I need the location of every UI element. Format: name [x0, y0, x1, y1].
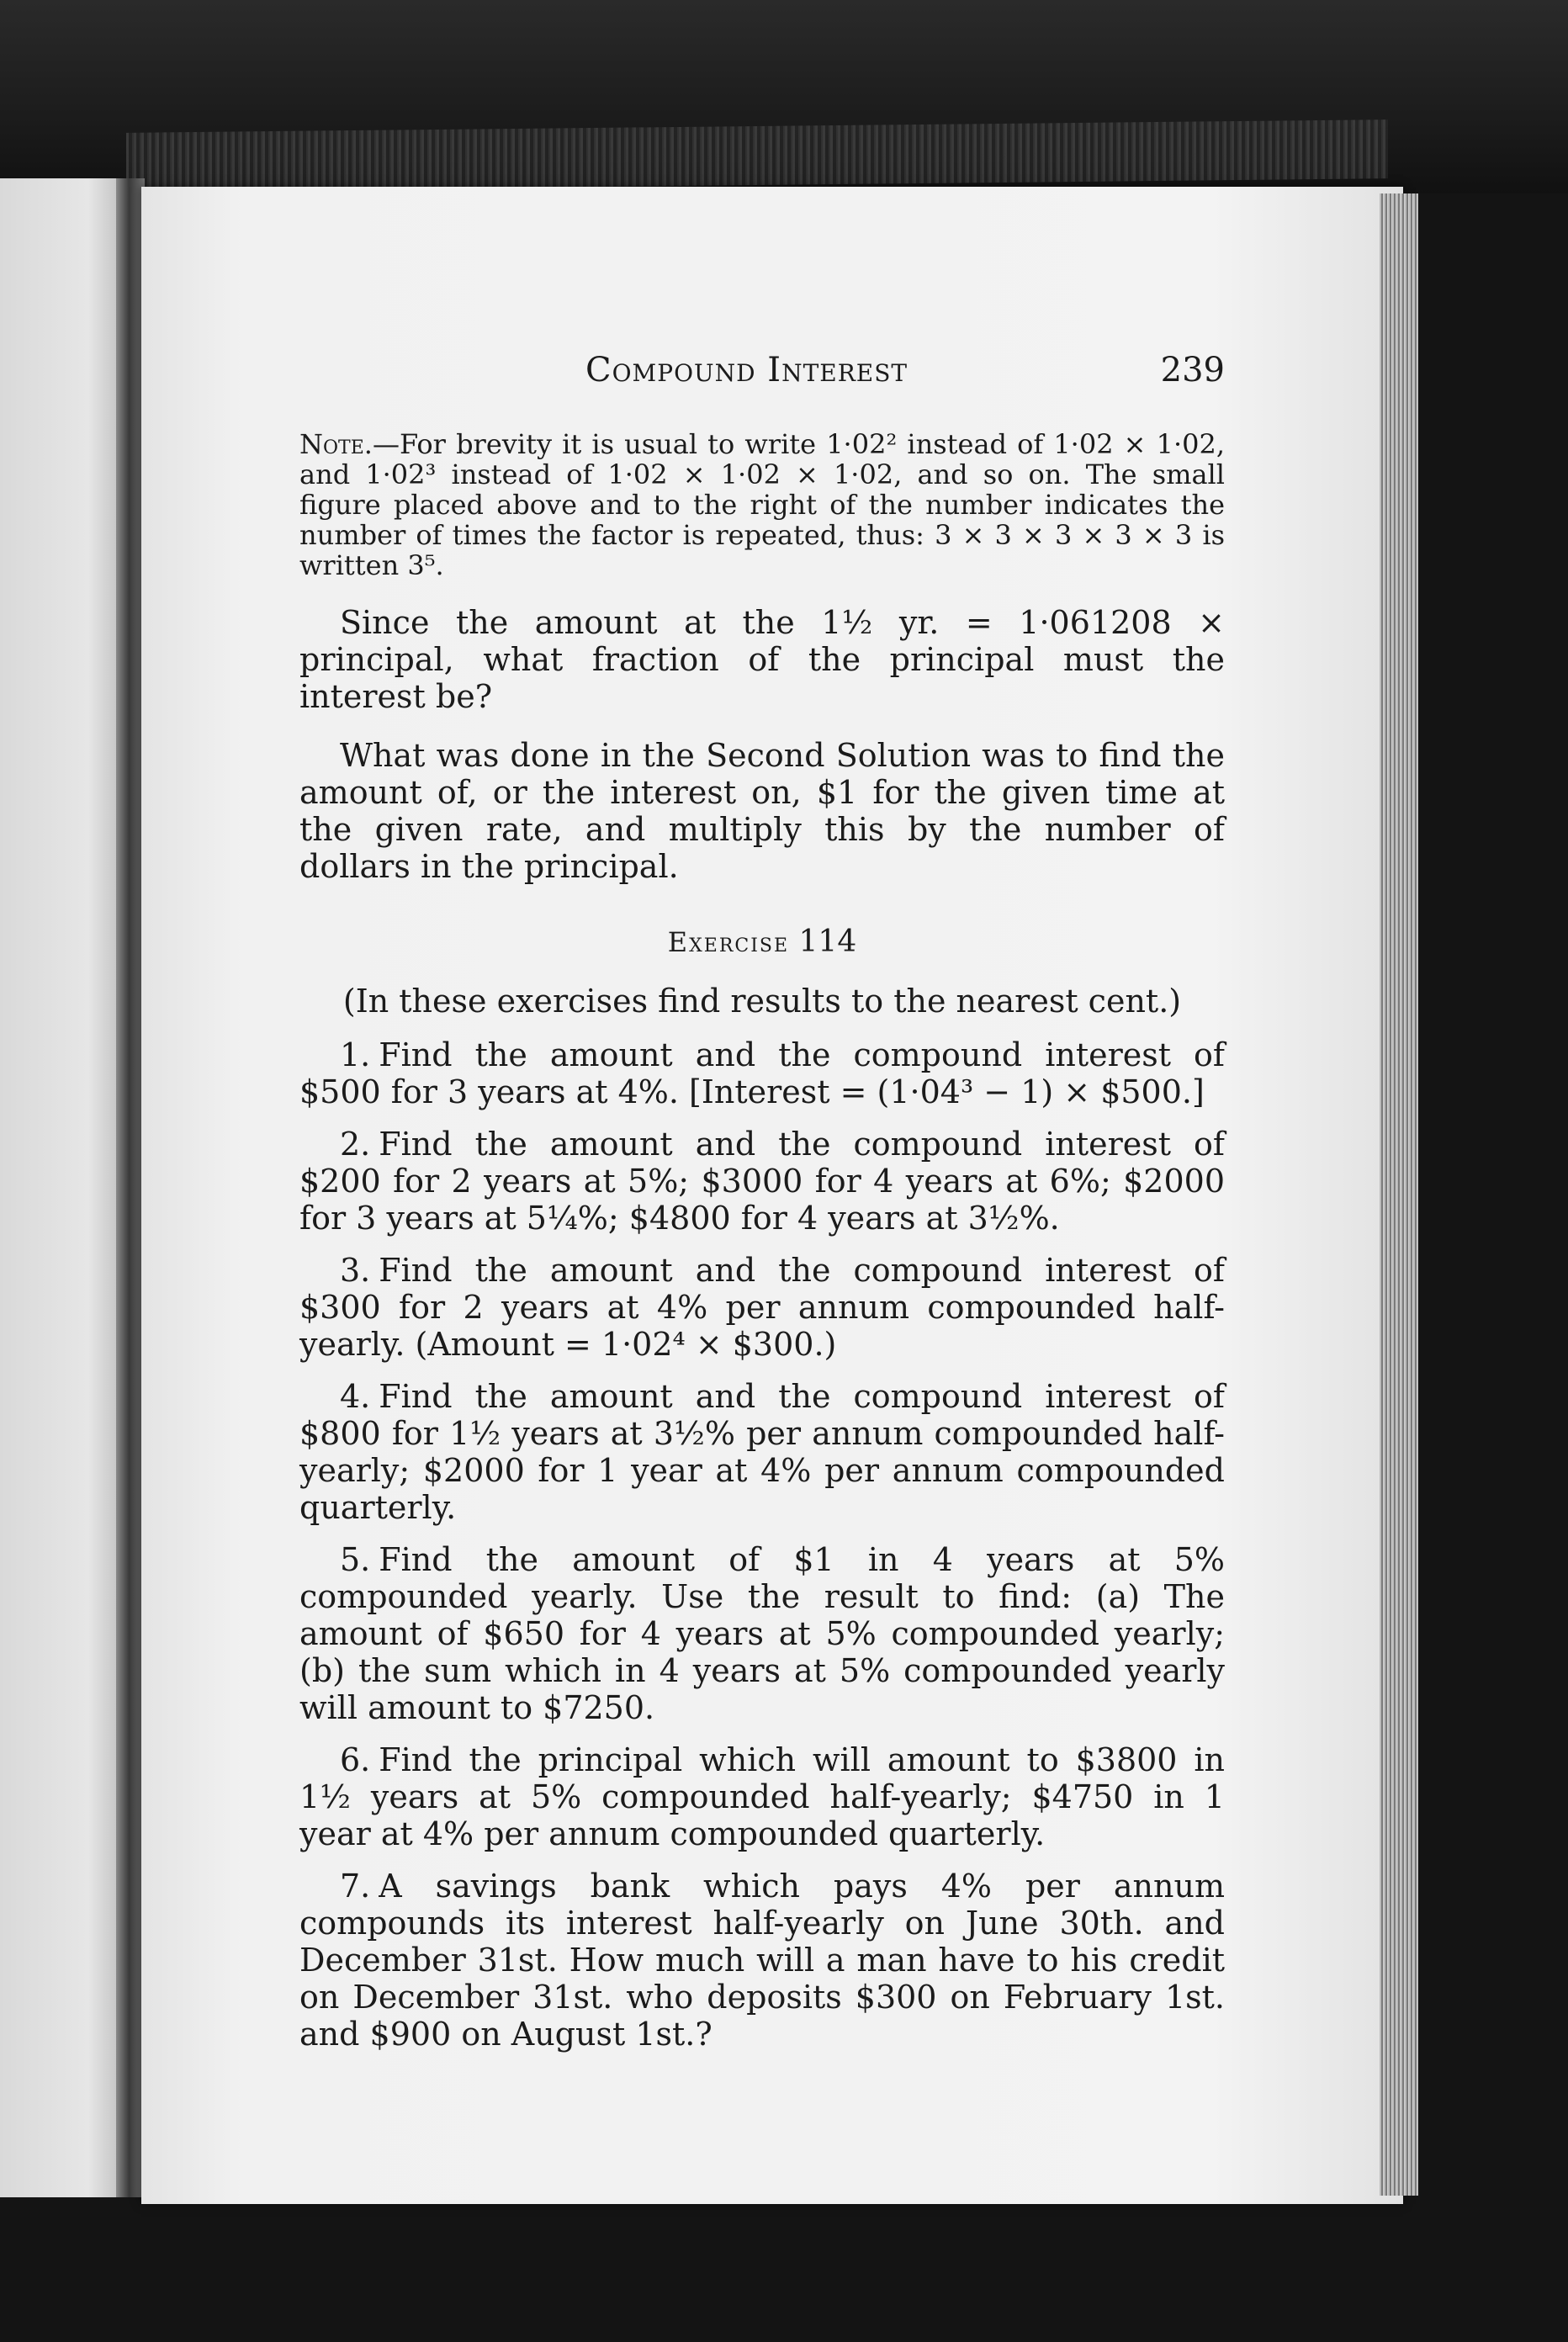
item-text: Find the amount and the compound interest of $200 for 2 years at 5%; $3000 for 4 years at 6%; $2000 for 3 years at 5¼%; $4800 for 4 years at 3½%. [299, 1126, 1225, 1237]
item-number: 7. [340, 1868, 371, 1905]
left-page [0, 178, 126, 2197]
exercise-number: 114 [798, 925, 857, 959]
item-text: Find the amount and the compound interest of $500 for 3 years at 4%. [Interest = (1·04³ − 1) × $500.] [299, 1036, 1225, 1110]
paragraph: Since the amount at the 1½ yr. = 1·061208 × principal, what fraction of the principal must the interest be? [299, 604, 1225, 715]
item-number: 1. [340, 1036, 371, 1073]
page-title: Compound Interest [585, 351, 908, 389]
note-label: Note. [299, 428, 373, 460]
exercise-item [299, 1126, 1225, 1237]
note [299, 429, 1225, 580]
item-number: 5. [340, 1541, 371, 1578]
exercise-item [299, 1741, 1225, 1852]
note-text: —For brevity it is usual to write 1·02² instead of 1·02 × 1·02, and 1·02³ instead of 1·02 × 1·02 × 1·02, and so on. The small figure placed above and to the right of the number indicates the number of times the factor is repeated, thus: 3 × 3 × 3 × 3 × 3 is written 3⁵. [299, 428, 1225, 581]
item-number: 6. [340, 1741, 371, 1778]
item-text: Find the principal which will amount to $3800 in 1½ years at 5% compounded half-yearly; $4750 in 1 year at 4% per annum compounded quarterly. [299, 1741, 1225, 1852]
exercise-heading [299, 924, 1225, 961]
exercise-item [299, 1541, 1225, 1726]
page-number: 239 [1160, 351, 1225, 389]
page-content [299, 352, 1225, 2068]
item-text: Find the amount and the compound interest of $300 for 2 years at 4% per annum compounded half-yearly. (Amount = 1·02⁴ × $300.) [299, 1252, 1225, 1363]
item-number: 2. [340, 1126, 371, 1163]
item-text: Find the amount and the compound interest of $800 for 1½ years at 3½% per annum compounded half-yearly; $2000 for 1 year at 4% per annum compounded quarterly. [299, 1378, 1225, 1526]
exercise-label: Exercise [667, 926, 790, 958]
item-text: Find the amount of $1 in 4 years at 5% compounded yearly. Use the result to find: (a) The amount of $650 for 4 years at 5% compounded yearly; (b) the sum which in 4 years at 5% compounded yearly will amount to $7250. [299, 1541, 1225, 1726]
exercise-item [299, 1036, 1225, 1110]
book-gutter [116, 178, 145, 2197]
item-number: 4. [340, 1378, 371, 1415]
running-header [299, 352, 1225, 389]
page-edges [1380, 193, 1418, 2196]
item-text: A savings bank which pays 4% per annum compounds its interest half-yearly on June 30th. and December 31st. How much will a man have to his credit on December 31st. who deposits $300 on February 1st. and $900 on August 1st.? [299, 1868, 1225, 2053]
exercise-item [299, 1378, 1225, 1526]
exercise-item [299, 1868, 1225, 2053]
exercise-intro: (In these exercises find results to the nearest cent.) [342, 983, 1182, 1020]
paragraph: What was done in the Second Solution was to find the amount of, or the interest on, $1 for the given time at the given rate, and multiply this by the number of dollars in the principal. [299, 737, 1225, 885]
exercise-item [299, 1252, 1225, 1363]
item-number: 3. [340, 1252, 371, 1289]
